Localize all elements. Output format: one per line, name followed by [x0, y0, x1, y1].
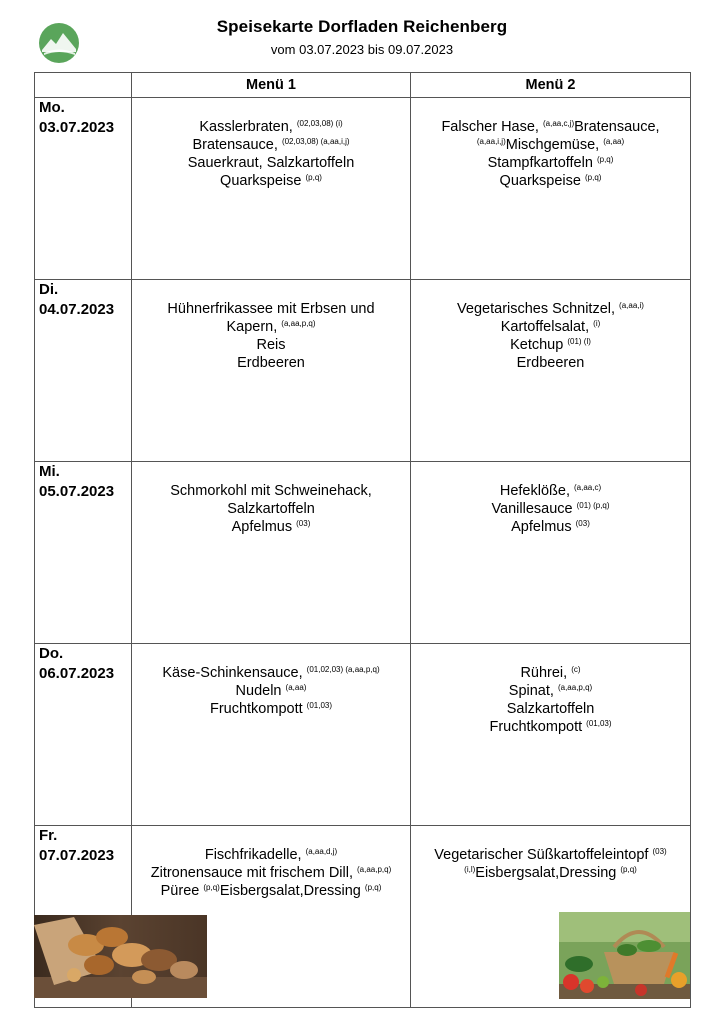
dish-line	[136, 664, 406, 682]
allergen-code: (c)	[571, 665, 581, 674]
allergen-code: (01) (l)	[567, 337, 591, 346]
allergen-code: (03)	[575, 519, 590, 528]
allergen-code: (01,02,03) (a,aa,p,q)	[306, 665, 380, 674]
dish-line	[415, 682, 686, 700]
table-row	[35, 98, 691, 280]
header-empty-cell	[35, 73, 132, 98]
dish-line	[415, 300, 686, 318]
menu-1-cell	[132, 462, 411, 644]
dish-text: Eisbergsalat,Dressing	[475, 865, 621, 881]
dish-line	[415, 718, 686, 736]
allergen-code: (a,aa,p,q)	[357, 865, 392, 874]
allergen-code: (i,l)	[464, 865, 476, 874]
dish-line	[415, 500, 686, 518]
allergen-code: (a,aa,p,q)	[281, 319, 316, 328]
dish-line	[415, 846, 686, 864]
day-cell	[35, 462, 132, 644]
weekday-label: Fr.	[39, 827, 58, 844]
dish-text: Schmorkohl mit Schweinehack,	[170, 483, 372, 499]
dish-text: Hühnerfrikassee mit Erbsen und	[167, 301, 375, 317]
allergen-code: (p,q)	[203, 883, 220, 892]
dish-text: Fischfrikadelle,	[204, 847, 306, 863]
dish-line	[136, 500, 406, 518]
dish-line	[136, 482, 406, 500]
dish-line	[415, 318, 686, 336]
allergen-code: (a,aa,c,j)	[542, 119, 575, 128]
dish-text: Käse-Schinkensauce,	[162, 665, 307, 681]
date-label: 03.07.2023	[39, 119, 115, 136]
dish-line	[415, 664, 686, 682]
allergen-code: (a,aa,d,j)	[305, 847, 338, 856]
dish-line	[415, 864, 686, 882]
allergen-code: (a,aa)	[603, 137, 625, 146]
dish-text: Fruchtkompott	[209, 701, 307, 717]
dish-text: Bratensauce,	[192, 137, 282, 153]
dish-text: Spinat,	[508, 683, 558, 699]
allergen-code: (01,03)	[306, 701, 333, 710]
dish-line	[136, 318, 406, 336]
allergen-code: (03)	[652, 847, 667, 856]
dish-text: Mischgemüse,	[505, 137, 604, 153]
dish-line	[136, 118, 406, 136]
bread-photo	[34, 915, 207, 998]
dish-line	[415, 336, 686, 354]
weekday-label: Di.	[39, 281, 59, 298]
dish-line	[415, 118, 686, 136]
dish-line	[136, 864, 406, 882]
dish-text: Kasslerbraten,	[199, 119, 297, 135]
table-row	[35, 280, 691, 462]
dish-line	[415, 518, 686, 536]
allergen-code: (i)	[593, 319, 601, 328]
dish-line	[415, 482, 686, 500]
dish-text: Erdbeeren	[516, 355, 585, 371]
dish-text: Quarkspeise	[499, 173, 585, 189]
dish-line	[136, 136, 406, 154]
dish-line	[136, 336, 406, 354]
allergen-code: (a,aa,c)	[574, 483, 602, 492]
dish-text: Apfelmus	[511, 519, 576, 535]
dish-text: Quarkspeise	[220, 173, 306, 189]
dish-text: Salzkartoffeln	[227, 501, 315, 517]
date-label: 04.07.2023	[39, 301, 115, 318]
allergen-code: (p,q)	[620, 865, 637, 874]
table-header-row	[35, 73, 691, 98]
page-title: Speisekarte Dorfladen Reichenberg	[216, 17, 508, 36]
dish-text: Vegetarischer Süßkartoffeleintopf	[434, 847, 653, 863]
allergen-code: (p,q)	[596, 155, 614, 164]
table-row	[35, 644, 691, 826]
dish-line	[136, 700, 406, 718]
dish-text: Rührei,	[520, 665, 572, 681]
dish-text: Vanillesauce	[491, 501, 577, 517]
dish-text: Fruchtkompott	[489, 719, 587, 735]
dish-text: Kapern,	[226, 319, 282, 335]
dish-text: Vegetarisches Schnitzel,	[457, 301, 620, 317]
date-label: 05.07.2023	[39, 483, 115, 500]
allergen-code: (02,03,08) (a,aa,i,j)	[281, 137, 350, 146]
day-cell	[35, 98, 132, 280]
date-label: 06.07.2023	[39, 665, 115, 682]
dish-line	[136, 354, 406, 372]
menu-table	[34, 72, 691, 1008]
table-row	[35, 462, 691, 644]
dish-line	[415, 354, 686, 372]
dish-text: Zitronensauce mit frischem Dill,	[150, 865, 358, 881]
allergen-code: (a,aa)	[285, 683, 307, 692]
allergen-code: (a,aa,i,j)	[476, 137, 506, 146]
dish-line	[136, 682, 406, 700]
dish-text: Apfelmus	[231, 519, 297, 535]
dish-text: Salzkartoffeln	[506, 701, 595, 717]
vegetable-basket-photo	[559, 912, 690, 999]
dish-line	[136, 154, 406, 172]
menu-2-cell	[411, 280, 691, 462]
dish-line	[136, 518, 406, 536]
menu-2-cell	[411, 98, 691, 280]
dish-text: Kartoffelsalat,	[500, 319, 594, 335]
header-menu-2: Menü 2	[411, 73, 691, 98]
allergen-code: (01) (p,q)	[576, 501, 610, 510]
dish-line	[136, 172, 406, 190]
menu-2-cell	[411, 644, 691, 826]
weekday-label: Do.	[39, 645, 64, 662]
dish-text: Ketchup	[510, 337, 568, 353]
menu-1-cell	[132, 98, 411, 280]
allergen-code: (p,q)	[584, 173, 602, 182]
header-menu-1: Menü 1	[132, 73, 411, 98]
menu-1-cell	[132, 280, 411, 462]
allergen-code: (p,q)	[364, 883, 382, 892]
dish-text: Sauerkraut, Salzkartoffeln	[187, 155, 355, 171]
date-label: 07.07.2023	[39, 847, 115, 864]
weekday-label: Mo.	[39, 99, 65, 116]
dish-line	[415, 136, 686, 154]
dish-text: Erdbeeren	[237, 355, 305, 371]
dish-text: Püree	[160, 883, 204, 899]
menu-1-cell	[132, 644, 411, 826]
dish-text: Hefeklöße,	[499, 483, 575, 499]
dish-text: Eisbergsalat,Dressing	[219, 883, 365, 899]
dish-text: Reis	[256, 337, 286, 353]
day-cell	[35, 644, 132, 826]
allergen-code: (03)	[296, 519, 311, 528]
dish-line	[136, 882, 406, 900]
dish-line	[136, 300, 406, 318]
menu-2-cell	[411, 462, 691, 644]
dish-text: Falscher Hase,	[441, 119, 543, 135]
allergen-code: (a,aa,p,q)	[557, 683, 593, 692]
allergen-code: (01,03)	[586, 719, 612, 728]
date-range: vom 03.07.2023 bis 09.07.2023	[270, 42, 454, 57]
allergen-code: (a,aa,i)	[619, 301, 644, 310]
weekday-label: Mi.	[39, 463, 60, 480]
dish-text: Nudeln	[235, 683, 286, 699]
dish-text: Bratensauce,	[574, 119, 660, 135]
dish-text: Stampfkartoffeln	[487, 155, 597, 171]
dish-line	[415, 700, 686, 718]
dish-line	[415, 154, 686, 172]
allergen-code: (p,q)	[305, 173, 322, 182]
day-cell	[35, 280, 132, 462]
allergen-code: (02,03,08) (i)	[296, 119, 343, 128]
dish-line	[415, 172, 686, 190]
dish-line	[136, 846, 406, 864]
